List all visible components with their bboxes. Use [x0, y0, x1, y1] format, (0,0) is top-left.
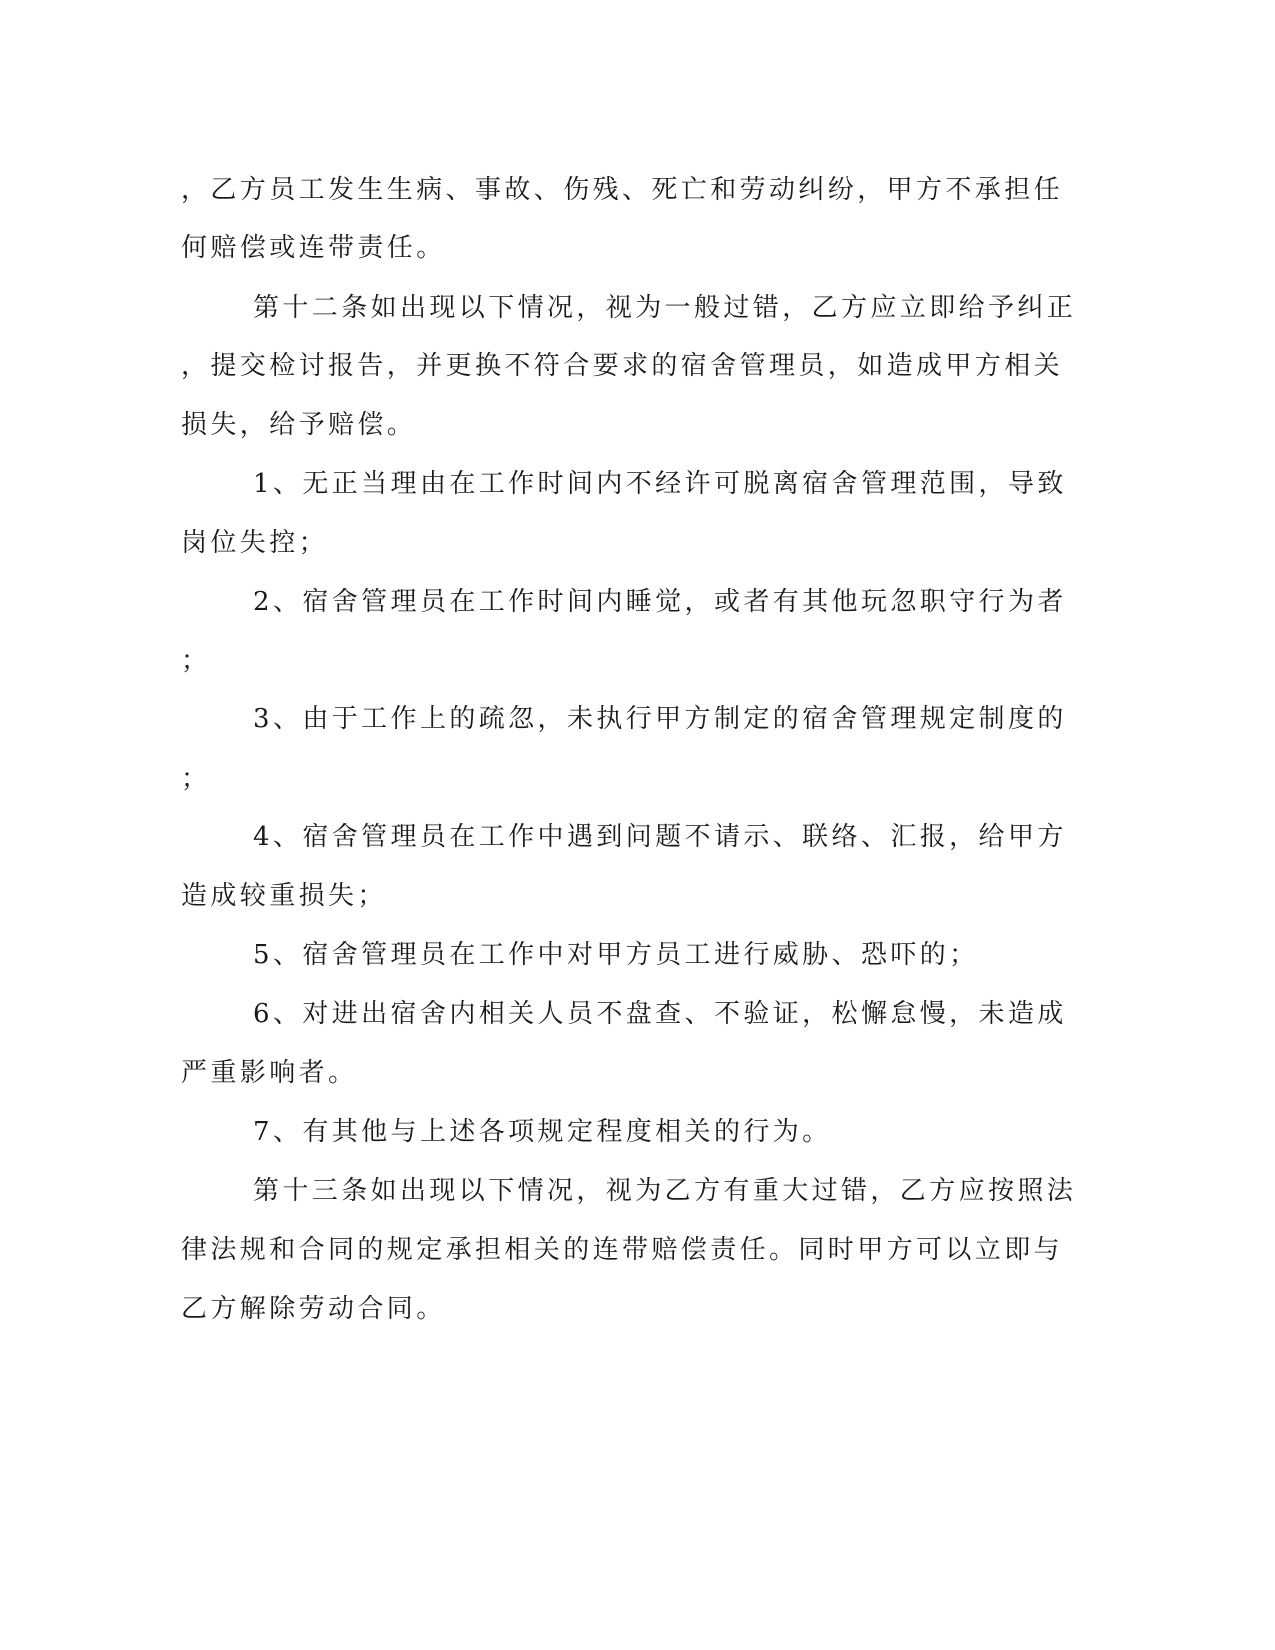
text-line: 何赔偿或连带责任。 — [181, 233, 446, 263]
list-item-3: 3、由于工作上的疏忽，未执行甲方制定的宿舍管理规定制度的 — [253, 704, 1067, 734]
text-line: 损失，给予赔偿。 — [181, 410, 417, 440]
list-item-4: 4、宿舍管理员在工作中遇到问题不请示、联络、汇报，给甲方 — [253, 822, 1067, 852]
text-line: 律法规和合同的规定承担相关的连带赔偿责任。同时甲方可以立即与 — [181, 1235, 1064, 1265]
text-line: ； — [181, 764, 211, 794]
text-line: ； — [181, 646, 211, 676]
text-line: 岗位失控； — [181, 528, 329, 558]
text-line: 造成较重损失； — [181, 881, 387, 911]
text-line: ，乙方员工发生生病、事故、伤残、死亡和劳动纠纷，甲方不承担任 — [181, 175, 1064, 205]
text-line: ，提交检讨报告，并更换不符合要求的宿舍管理员，如造成甲方相关 — [181, 351, 1064, 381]
article-13-heading-line: 第十三条如出现以下情况，视为乙方有重大过错，乙方应按照法 — [253, 1176, 1077, 1206]
list-item-6: 6、对进出宿舍内相关人员不盘查、不验证，松懈怠慢，未造成 — [253, 999, 1067, 1029]
list-item-2: 2、宿舍管理员在工作时间内睡觉，或者有其他玩忽职守行为者 — [253, 587, 1067, 617]
text-line: 乙方解除劳动合同。 — [181, 1294, 446, 1324]
list-item-1: 1、无正当理由在工作时间内不经许可脱离宿舍管理范围，导致 — [253, 469, 1067, 499]
article-12-heading-line: 第十二条如出现以下情况，视为一般过错，乙方应立即给予纠正 — [253, 293, 1077, 323]
list-item-5: 5、宿舍管理员在工作中对甲方员工进行威胁、恐吓的； — [253, 940, 979, 970]
text-line: 严重影响者。 — [181, 1058, 358, 1088]
list-item-7: 7、有其他与上述各项规定程度相关的行为。 — [253, 1117, 832, 1147]
